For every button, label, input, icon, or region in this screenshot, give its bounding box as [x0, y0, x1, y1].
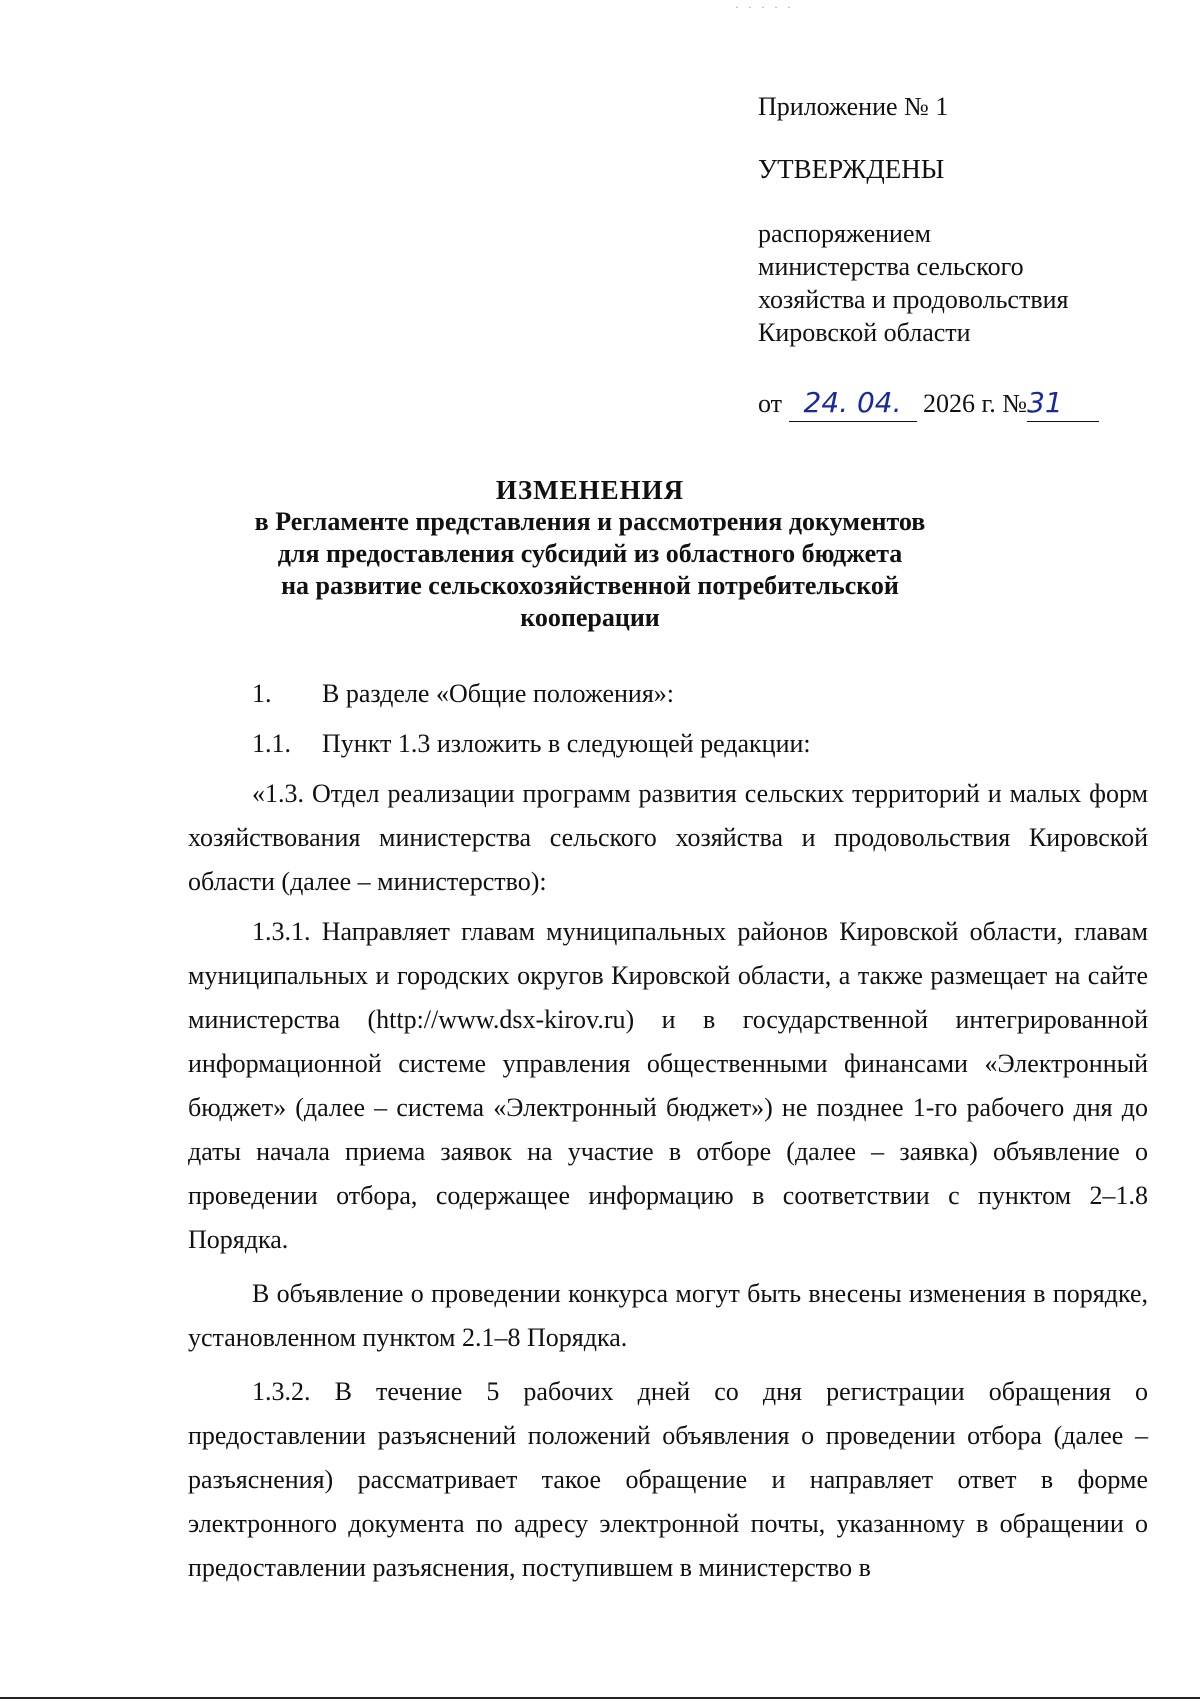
paragraph-announcement: В объявление о проведении конкурса могут быть внесены изменения в порядке, установленном пунктом 2.1–8 Порядка.: [188, 1279, 1148, 1352]
date-line: [758, 385, 1178, 422]
title-line: кооперации: [520, 603, 660, 632]
scan-marks: · · · · ·: [735, 0, 794, 14]
title-line: для предоставления субсидий из областного бюджета: [277, 539, 903, 568]
issuer-line: распоряжением: [758, 218, 931, 248]
item-number: 1.1.: [252, 729, 291, 758]
issuer-line: хозяйства и продовольствия: [758, 284, 1069, 314]
approval-block: [758, 90, 1178, 422]
item-text: В разделе «Общие положения»:: [322, 679, 675, 708]
approved-label: УТВЕРЖДЕНЫ: [758, 153, 945, 184]
handwritten-date: 24. 04.: [789, 385, 917, 422]
section-1-1: [188, 722, 1148, 766]
title-main: ИЗМЕНЕНИЯ: [495, 475, 685, 505]
issuer-block: [758, 217, 1178, 349]
page-bottom-rule: [0, 1697, 1200, 1699]
date-prefix: от: [758, 388, 783, 418]
title-line: в Регламенте представления и рассмотрения документов: [254, 507, 926, 536]
item-number: 1.: [252, 679, 272, 708]
title-line: на развитие сельскохозяйственной потребительской: [281, 571, 899, 600]
paragraph-1-3-2: 1.3.2. В течение 5 рабочих дней со дня регистрации обращения о предоставлении разъяснений положений объявления о проведении отбора (далее – разъяснения) рассматривает такое обращение и направляет ответ в форме электронного документа по адресу электронной почты, указанному в обращении о предоставлении разъяснения, поступившем в министерство в: [188, 1377, 1148, 1582]
handwritten-number: 31: [1027, 385, 1099, 422]
issuer-line: Кировской области: [758, 317, 971, 347]
item-text: Пункт 1.3 изложить в следующей редакции:: [322, 729, 811, 758]
date-year: 2026 г. №: [923, 388, 1028, 418]
document-title: [180, 474, 1000, 634]
annex-label: Приложение № 1: [758, 92, 949, 121]
document-body: [188, 672, 1148, 1590]
issuer-line: министерства сельского: [758, 251, 1024, 281]
section-1: [188, 672, 1148, 716]
paragraph-1-3: «1.3. Отдел реализации программ развития сельских территорий и малых форм хозяйствования министерства сельского хозяйства и продовольствия Кировской области (далее – министерство):: [188, 779, 1148, 896]
paragraph-1-3-1: 1.3.1. Направляет главам муниципальных районов Кировской области, главам муниципальных и городских округов Кировской области, а также размещает на сайте министерства (http://www.dsx-kirov.ru) и в государственной интегрированной информационной системе управления общественными финансами «Электронный бюджет» (далее – система «Электронный бюджет») не позднее 1-го рабочего дня до даты начала приема заявок на участие в отборе (далее – заявка) объявление о проведении отбора, содержащее информацию в соответствии с пунктом 2–1.8 Порядка.: [188, 917, 1148, 1254]
